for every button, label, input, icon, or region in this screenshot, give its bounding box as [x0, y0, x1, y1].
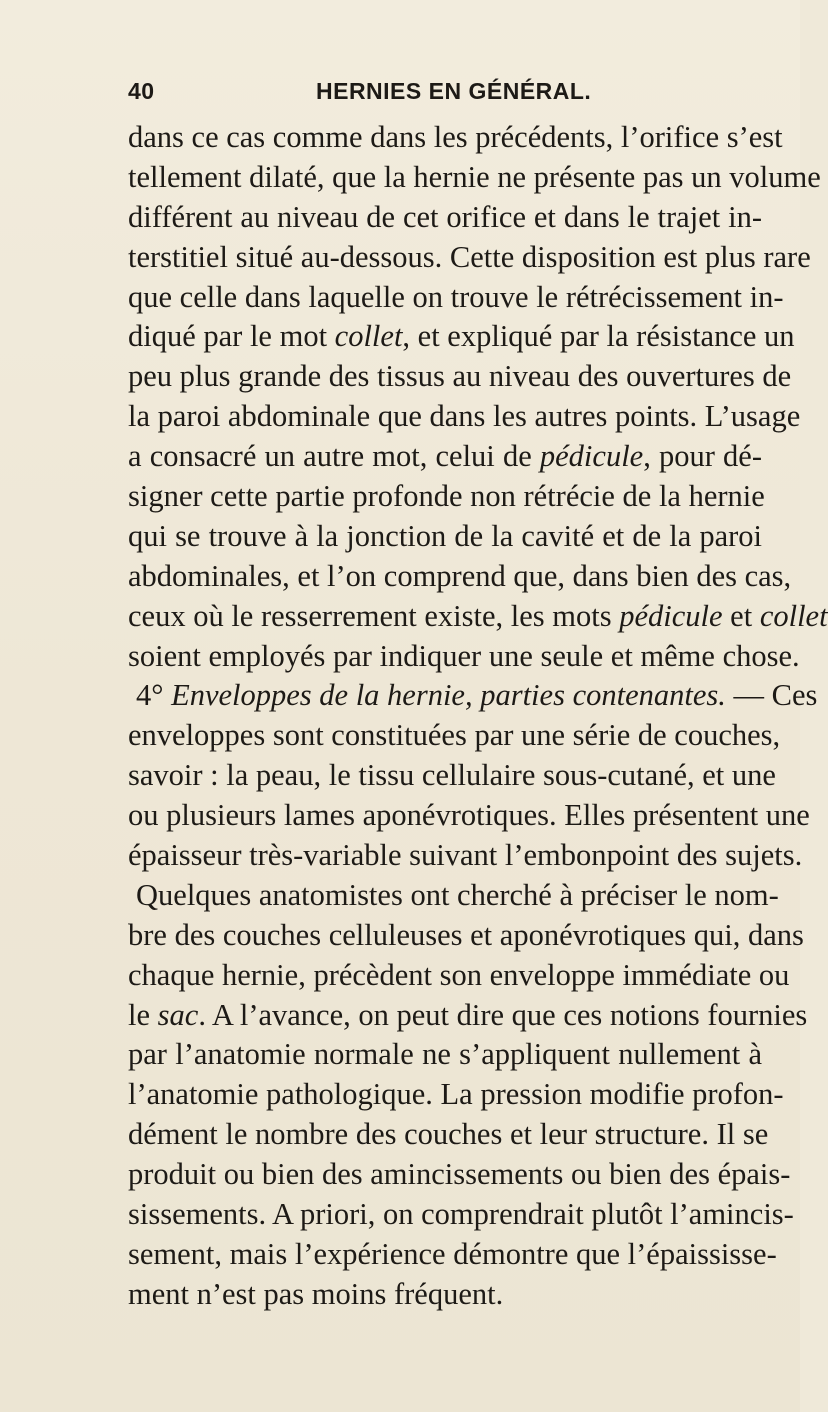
text-line: soient employés par indiquer une seule et même chose.	[128, 638, 800, 673]
text-line: Quelques anatomistes ont cherché à préciser le nom-	[136, 877, 779, 912]
text-line: l’anatomie pathologique. La pression modifie profon-	[128, 1077, 784, 1112]
italic-term: pédicule	[539, 439, 644, 474]
text-line: enveloppes sont constituées par une série de couches,	[128, 718, 781, 753]
italic-term: pédicule	[619, 598, 723, 633]
text-line: peu plus grande des tissus au niveau des ouvertures de	[128, 359, 792, 394]
section-heading-line: 4° Enveloppes de la hernie, parties contenantes. — Ces	[136, 678, 818, 713]
text-line: dans ce cas comme dans les précédents, l’orifice s’est	[128, 120, 783, 154]
text-line: savoir : la peau, le tissu cellulaire sous-cutané, et une	[128, 758, 776, 793]
text-line: abdominales, et l’on comprend que, dans bien des cas,	[128, 558, 792, 593]
page-number: 40	[128, 78, 155, 104]
text-line: par l’anatomie normale ne s’appliquent nullement à	[128, 1037, 762, 1072]
text-line: a consacré un autre mot, celui de pédicule, pour dé-	[128, 439, 762, 474]
italic-term: collet	[334, 319, 403, 354]
text-line: qui se trouve à la jonction de la cavité et de la paroi	[128, 518, 762, 553]
text-line: signer cette partie profonde non rétrécie de la hernie	[128, 479, 765, 514]
italic-term: sac	[157, 997, 199, 1032]
text-line: épaisseur très-variable suivant l’embonpoint des sujets.	[128, 838, 803, 873]
running-title: HERNIES EN GÉNÉRAL.	[316, 78, 592, 104]
text-line: diqué par le mot collet, et expliqué par la résistance un	[128, 319, 795, 354]
running-head	[128, 78, 762, 110]
text-line: sement, mais l’expérience démontre que l’épaississe-	[128, 1236, 777, 1271]
text-line: sissements. A priori, on comprendrait plutôt l’amincis-	[128, 1197, 794, 1232]
text-line: tellement dilaté, que la hernie ne présente pas un volume	[128, 159, 821, 194]
section-heading: Enveloppes de la hernie, parties contenantes.	[171, 678, 726, 713]
text-line: la paroi abdominale que dans les autres points. L’usage	[128, 399, 801, 434]
text-line: différent au niveau de cet orifice et dans le trajet in-	[128, 199, 762, 234]
italic-term: collet	[759, 598, 828, 633]
text-line: terstitiel situé au-dessous. Cette disposition est plus rare	[128, 239, 811, 274]
text-line: ou plusieurs lames aponévrotiques. Elles présentent une	[128, 798, 810, 833]
text-line: produit ou bien des amincissements ou bien des épais-	[128, 1157, 791, 1192]
body-text	[128, 118, 828, 1315]
text-line: que celle dans laquelle on trouve le rétrécissement in-	[128, 279, 784, 314]
text-line: ceux où le resserrement existe, les mots pédicule et collet	[128, 598, 828, 633]
text-line: le sac. A l’avance, on peut dire que ces notions fournies	[128, 997, 808, 1032]
text-line: ment n’est pas moins fréquent.	[128, 1276, 504, 1311]
text-line: bre des couches celluleuses et aponévrotiques qui, dans	[128, 917, 804, 952]
text-line: dément le nombre des couches et leur structure. Il se	[128, 1117, 769, 1152]
text-line: chaque hernie, précèdent son enveloppe immédiate ou	[128, 957, 790, 992]
